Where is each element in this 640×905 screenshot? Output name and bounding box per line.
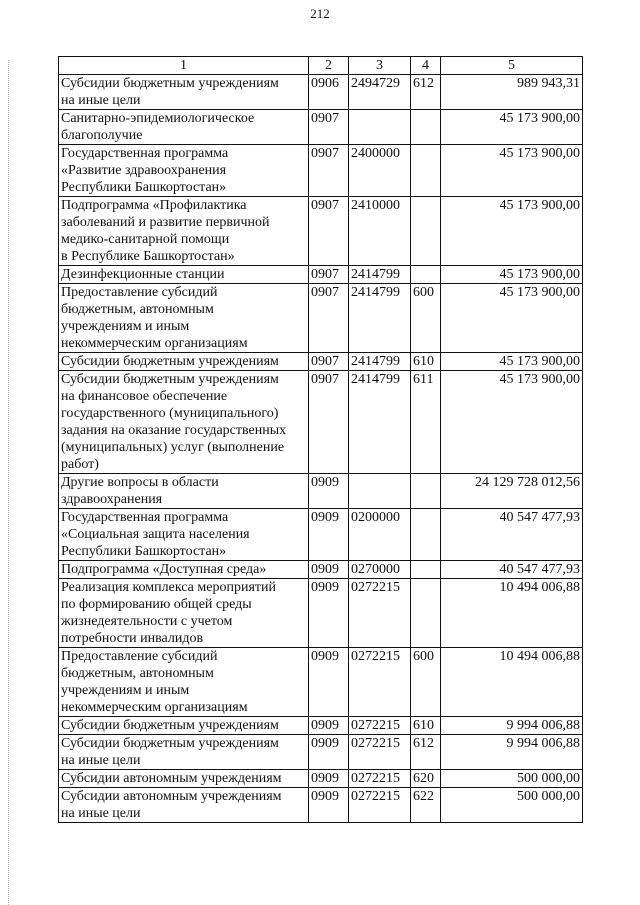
header-col-5: 5 (441, 57, 583, 75)
section-cell: 0909 (309, 579, 349, 648)
name-cell: Субсидии бюджетным учреждениям (59, 353, 309, 371)
name-cell: Предоставление субсидий бюджетным, автономным учреждениям и иным некоммерческим организациям (59, 284, 309, 353)
amount-cell: 45 173 900,00 (441, 371, 583, 474)
section-cell: 0907 (309, 284, 349, 353)
kind-cell: 610 (411, 717, 441, 735)
table-row (59, 561, 583, 579)
code-cell (349, 474, 411, 509)
code-cell: 2414799 (349, 284, 411, 353)
code-cell: 2410000 (349, 197, 411, 266)
name-cell: Дезинфекционные станции (59, 266, 309, 284)
kind-cell: 612 (411, 735, 441, 770)
kind-cell (411, 509, 441, 561)
table-row (59, 648, 583, 717)
amount-cell: 45 173 900,00 (441, 110, 583, 145)
section-cell: 0909 (309, 648, 349, 717)
header-col-2: 2 (309, 57, 349, 75)
kind-cell (411, 145, 441, 197)
code-cell: 0270000 (349, 561, 411, 579)
kind-cell: 611 (411, 371, 441, 474)
header-col-1: 1 (59, 57, 309, 75)
name-cell: Санитарно-эпидемиологическое благополучие (59, 110, 309, 145)
amount-cell: 45 173 900,00 (441, 197, 583, 266)
kind-cell: 600 (411, 284, 441, 353)
kind-cell: 600 (411, 648, 441, 717)
code-cell: 2494729 (349, 75, 411, 110)
table-row (59, 509, 583, 561)
amount-cell: 40 547 477,93 (441, 561, 583, 579)
section-cell: 0906 (309, 75, 349, 110)
table-row (59, 579, 583, 648)
name-cell: Реализация комплекса мероприятий по формированию общей среды жизнедеятельности с учетом потребности инвалидов (59, 579, 309, 648)
section-cell: 0907 (309, 266, 349, 284)
section-cell: 0907 (309, 353, 349, 371)
kind-cell: 610 (411, 353, 441, 371)
section-cell: 0909 (309, 735, 349, 770)
code-cell: 0200000 (349, 509, 411, 561)
table-row (59, 75, 583, 110)
name-cell: Предоставление субсидий бюджетным, автономным учреждениям и иным некоммерческим организациям (59, 648, 309, 717)
code-cell: 0272215 (349, 788, 411, 823)
code-cell: 2414799 (349, 353, 411, 371)
amount-cell: 500 000,00 (441, 788, 583, 823)
kind-cell (411, 197, 441, 266)
name-cell: Субсидии бюджетным учреждениям (59, 717, 309, 735)
amount-cell: 24 129 728 012,56 (441, 474, 583, 509)
header-col-4: 4 (411, 57, 441, 75)
page-number: 212 (310, 6, 330, 21)
code-cell: 2414799 (349, 266, 411, 284)
name-cell: Субсидии автономным учреждениям на иные цели (59, 788, 309, 823)
amount-cell: 9 994 006,88 (441, 717, 583, 735)
kind-cell (411, 579, 441, 648)
name-cell: Подпрограмма «Профилактика заболеваний и развитие первичной медико-санитарной помощи в Республике Башкортостан» (59, 197, 309, 266)
name-cell: Субсидии бюджетным учреждениям на иные цели (59, 735, 309, 770)
code-cell: 0272215 (349, 770, 411, 788)
name-cell: Субсидии бюджетным учреждениям на финансовое обеспечение государственного (муниципального) задания на оказание государственных (муниципальных) услуг (выполнение работ) (59, 371, 309, 474)
name-cell: Государственная программа «Социальная защита населения Республики Башкортостан» (59, 509, 309, 561)
section-cell: 0909 (309, 770, 349, 788)
code-cell: 0272215 (349, 717, 411, 735)
code-cell (349, 110, 411, 145)
code-cell: 2400000 (349, 145, 411, 197)
section-cell: 0909 (309, 561, 349, 579)
code-cell: 0272215 (349, 579, 411, 648)
amount-cell: 45 173 900,00 (441, 145, 583, 197)
amount-cell: 10 494 006,88 (441, 579, 583, 648)
name-cell: Субсидии автономным учреждениям (59, 770, 309, 788)
budget-table (58, 56, 583, 823)
amount-cell: 45 173 900,00 (441, 353, 583, 371)
kind-cell: 612 (411, 75, 441, 110)
code-cell: 2414799 (349, 371, 411, 474)
amount-cell: 9 994 006,88 (441, 735, 583, 770)
table-row (59, 284, 583, 353)
header-col-3: 3 (349, 57, 411, 75)
kind-cell (411, 474, 441, 509)
section-cell: 0907 (309, 197, 349, 266)
table-row (59, 474, 583, 509)
kind-cell: 620 (411, 770, 441, 788)
header-row (59, 57, 583, 75)
kind-cell (411, 266, 441, 284)
section-cell: 0909 (309, 509, 349, 561)
kind-cell (411, 561, 441, 579)
name-cell: Субсидии бюджетным учреждениям на иные цели (59, 75, 309, 110)
table-row (59, 788, 583, 823)
table-row (59, 717, 583, 735)
code-cell: 0272215 (349, 648, 411, 717)
table-row (59, 735, 583, 770)
binding-edge (8, 60, 9, 905)
table-row (59, 145, 583, 197)
table-row (59, 353, 583, 371)
amount-cell: 45 173 900,00 (441, 284, 583, 353)
section-cell: 0907 (309, 110, 349, 145)
table-row (59, 110, 583, 145)
section-cell: 0909 (309, 474, 349, 509)
name-cell: Другие вопросы в области здравоохранения (59, 474, 309, 509)
table-row (59, 197, 583, 266)
code-cell: 0272215 (349, 735, 411, 770)
amount-cell: 989 943,31 (441, 75, 583, 110)
name-cell: Государственная программа «Развитие здравоохранения Республики Башкортостан» (59, 145, 309, 197)
name-cell: Подпрограмма «Доступная среда» (59, 561, 309, 579)
amount-cell: 45 173 900,00 (441, 266, 583, 284)
section-cell: 0907 (309, 371, 349, 474)
kind-cell (411, 110, 441, 145)
table-row (59, 266, 583, 284)
kind-cell: 622 (411, 788, 441, 823)
table-row (59, 371, 583, 474)
amount-cell: 500 000,00 (441, 770, 583, 788)
section-cell: 0909 (309, 717, 349, 735)
section-cell: 0907 (309, 145, 349, 197)
table-row (59, 770, 583, 788)
amount-cell: 10 494 006,88 (441, 648, 583, 717)
amount-cell: 40 547 477,93 (441, 509, 583, 561)
section-cell: 0909 (309, 788, 349, 823)
